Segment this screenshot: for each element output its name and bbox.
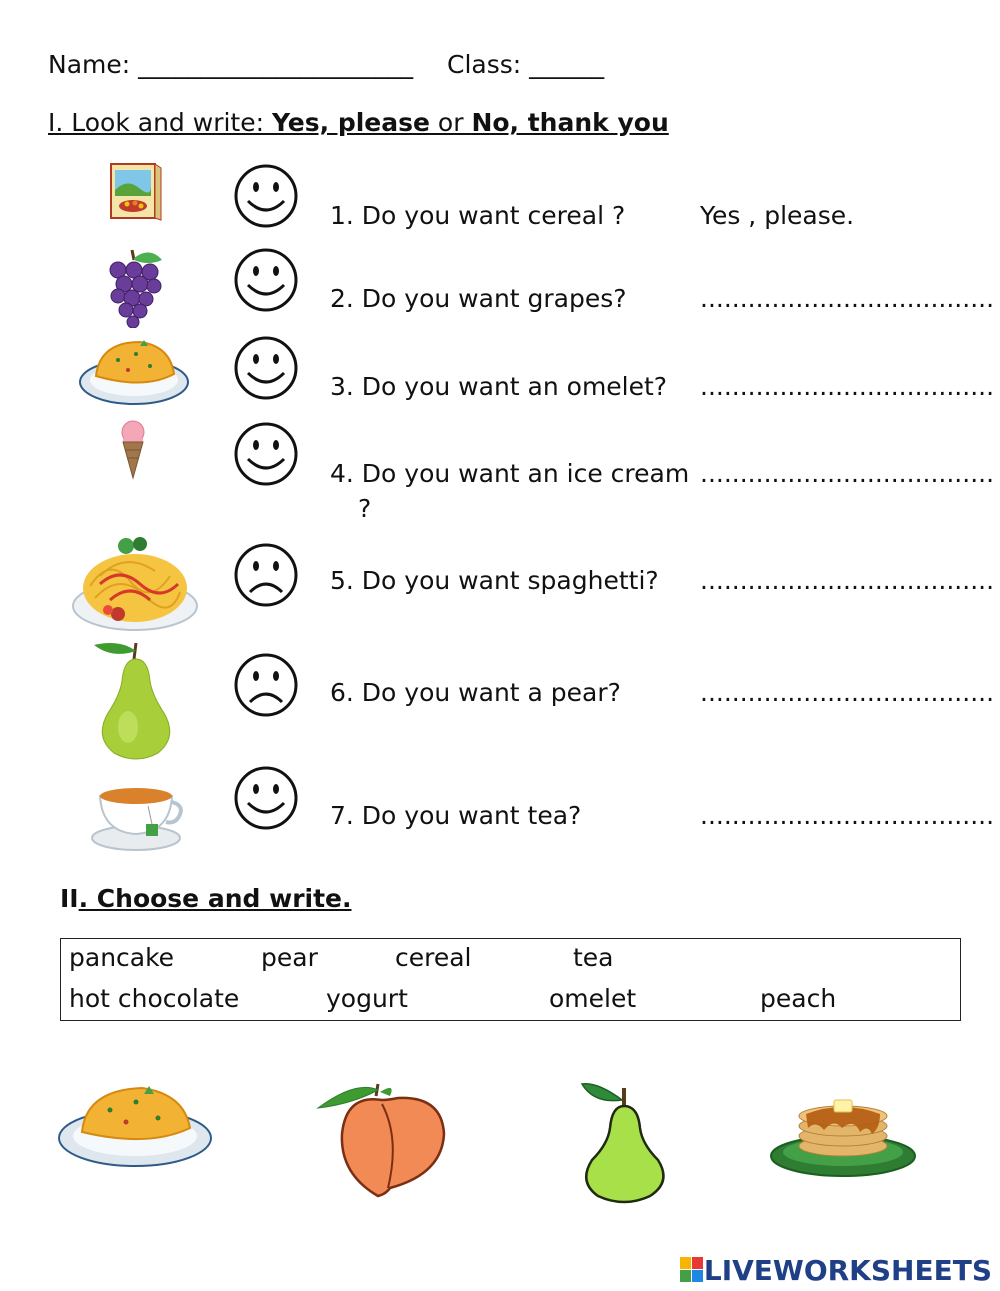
section-2-title-rest: . Choose and write. — [78, 884, 352, 913]
section-1-title-prefix: I. Look and write: — [48, 108, 272, 137]
answer-6[interactable]: ..................................... — [700, 678, 995, 707]
smiley-face-icon — [233, 247, 299, 313]
omelet-icon — [56, 1082, 214, 1168]
peach-icon — [316, 1078, 448, 1200]
logo-text: LIVEWORKSHEETS — [703, 1253, 992, 1287]
answer-3[interactable]: ..................................... — [700, 372, 995, 401]
question-4-continuation: ? — [358, 494, 372, 523]
smiley-face-icon — [233, 765, 299, 831]
yes-please-phrase: Yes, please — [271, 108, 430, 137]
word-bank-item: peach — [760, 984, 837, 1013]
pear-icon — [90, 637, 182, 763]
question-3: 3. Do you want an omelet? — [330, 372, 668, 401]
smiley-face-icon — [233, 335, 299, 401]
sad-face-icon — [233, 652, 299, 718]
word-bank-item: pancake — [69, 943, 175, 972]
word-bank-item: pear — [261, 943, 318, 972]
answer-2[interactable]: ..................................... — [700, 284, 995, 313]
sad-face-icon — [233, 542, 299, 608]
answer-7[interactable]: ..................................... — [700, 801, 995, 830]
question-7: 7. Do you want tea? — [330, 801, 582, 830]
smiley-face-icon — [233, 421, 299, 487]
pancakes-icon — [768, 1088, 918, 1178]
word-bank-item: cereal — [395, 943, 472, 972]
ice-cream-icon — [118, 418, 148, 480]
question-1: 1. Do you want cereal ? — [330, 201, 626, 230]
cereal-box-icon — [105, 160, 165, 222]
word-bank-item: yogurt — [326, 984, 408, 1013]
class-field-label: Class: ______ — [447, 50, 605, 79]
question-5: 5. Do you want spaghetti? — [330, 566, 659, 595]
word-bank-box — [60, 938, 961, 1021]
smiley-face-icon — [233, 163, 299, 229]
logo-blocks-icon — [680, 1257, 704, 1283]
pear-icon — [576, 1078, 674, 1206]
grapes-icon — [104, 244, 166, 328]
answer-5[interactable]: ..................................... — [700, 566, 995, 595]
name-field-label: Name: ______________________ — [48, 50, 414, 79]
word-bank-item: hot chocolate — [69, 984, 240, 1013]
tea-cup-icon — [86, 772, 186, 854]
section-1-title — [48, 108, 669, 138]
answer-4[interactable]: ..................................... — [700, 459, 995, 488]
word-bank-item: tea — [573, 943, 614, 972]
or-word: or — [429, 108, 472, 137]
question-6: 6. Do you want a pear? — [330, 678, 621, 707]
no-thank-you-phrase: No, thank you — [471, 108, 669, 137]
answer-1: Yes , please. — [700, 201, 855, 230]
spaghetti-icon — [70, 526, 200, 634]
liveworksheets-logo — [680, 1252, 992, 1288]
question-4: 4. Do you want an ice cream — [330, 459, 690, 488]
word-bank-item: omelet — [549, 984, 637, 1013]
section-2-title — [60, 884, 352, 914]
question-2: 2. Do you want grapes? — [330, 284, 627, 313]
omelet-icon — [78, 336, 190, 408]
section-2-title-prefix: II — [60, 884, 79, 913]
